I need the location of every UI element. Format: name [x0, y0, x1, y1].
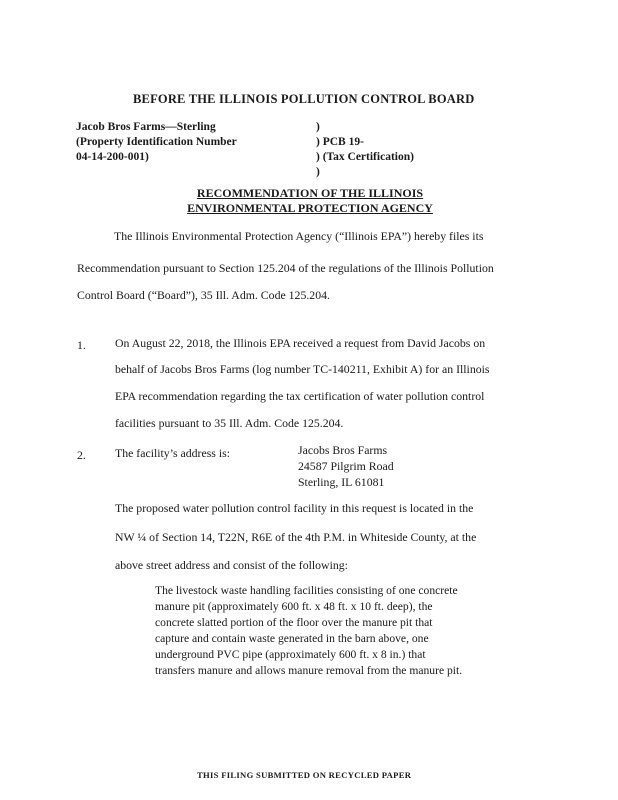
recommendation-title-line: ENVIRONMENTAL PROTECTION AGENCY — [187, 201, 433, 215]
paragraph-1-line: behalf of Jacobs Bros Farms (log number TC-140211, Exhibit A) for an Illinois — [115, 362, 490, 376]
paragraph-1-line: On August 22, 2018, the Illinois EPA received a request from David Jacobs on — [115, 336, 486, 350]
facility-address — [298, 442, 394, 490]
board-heading: BEFORE THE ILLINOIS POLLUTION CONTROL BOARD — [133, 92, 475, 106]
caption-left-line: 04-14-200-001) — [76, 151, 149, 163]
description-line: capture and contain waste generated in the barn above, one — [155, 632, 429, 645]
paragraph-2-line: above street address and consist of the following: — [115, 558, 348, 572]
caption-right-line: ) — [316, 166, 320, 178]
caption-left-line: (Property Identification Number — [76, 136, 237, 148]
address-line: Sterling, IL 61081 — [298, 475, 385, 489]
intro-line: Recommendation pursuant to Section 125.204 of the regulations of the Illinois Pollution — [77, 261, 494, 275]
paragraph-2-line: The proposed water pollution control facility in this request is located in the — [115, 501, 474, 515]
facility-description — [155, 583, 535, 679]
caption-right-line: ) — [316, 121, 320, 133]
facility-address-label: The facility’s address is: — [115, 446, 230, 460]
intro-line: Control Board (“Board”), 35 Ill. Adm. Code 125.204. — [77, 288, 330, 302]
paragraph-2-number: 2. — [77, 448, 86, 462]
address-line: Jacobs Bros Farms — [298, 443, 388, 457]
paragraph-1-line: facilities pursuant to 35 Ill. Adm. Code 125.204. — [115, 416, 344, 430]
recommendation-title — [150, 186, 470, 216]
description-line: concrete slatted portion of the floor over the manure pit that — [155, 616, 433, 629]
paragraph-1-number: 1. — [77, 338, 86, 352]
caption-right-line: ) PCB 19- — [316, 136, 364, 148]
paragraph-1-line: EPA recommendation regarding the tax certification of water pollution control — [115, 389, 485, 403]
recycled-paper-footer: THIS FILING SUBMITTED ON RECYCLED PAPER — [197, 770, 412, 780]
description-line: The livestock waste handling facilities consisting of one concrete — [155, 584, 458, 597]
caption-right-line: ) (Tax Certification) — [316, 151, 414, 163]
description-line: transfers manure and allows manure removal from the manure pit. — [155, 664, 463, 677]
caption-left-line: Jacob Bros Farms—Sterling — [76, 121, 216, 133]
description-line: manure pit (approximately 600 ft. x 48 ft. x 10 ft. deep), the — [155, 600, 433, 613]
case-caption-right — [316, 120, 414, 180]
paragraph-2-line: NW ¼ of Section 14, T22N, R6E of the 4th P.M. in Whiteside County, at the — [115, 530, 477, 544]
recommendation-title-line: RECOMMENDATION OF THE ILLINOIS — [196, 186, 424, 200]
intro-line: The Illinois Environmental Protection Agency (“Illinois EPA”) hereby files its — [114, 229, 484, 243]
address-line: 24587 Pilgrim Road — [298, 459, 394, 473]
case-caption-left — [76, 120, 237, 165]
description-line: underground PVC pipe (approximately 600 ft. x 8 in.) that — [155, 648, 426, 661]
